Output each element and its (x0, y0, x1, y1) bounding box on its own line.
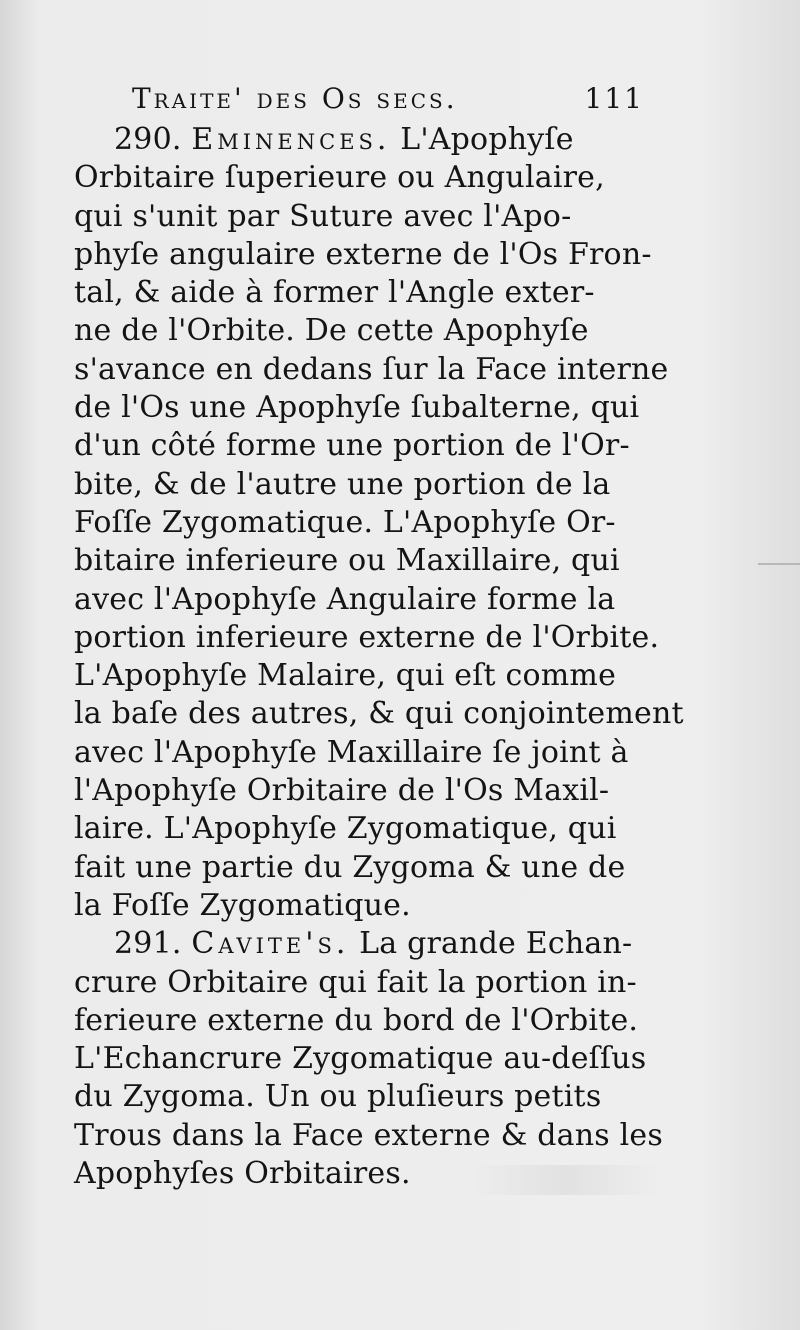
text-line: laire. L'Apophyſe Zygomatique, qui (74, 811, 617, 847)
text-line: bitaire inferieure ou Maxillaire, qui (74, 543, 620, 579)
running-head-title: Traite' des Os secs. (132, 82, 458, 115)
text-line: crure Orbitaire qui fait la portion in- (74, 964, 637, 1000)
text-line: de l'Os une Apophyſe ſubalterne, qui (74, 390, 640, 426)
text-line: L'Echancrure Zygomatique au-deſſus (74, 1041, 647, 1077)
text-line: la Foſſe Zygomatique. (74, 887, 411, 923)
text-line: l'Apophyſe Orbitaire de l'Os Maxil- (74, 773, 610, 809)
text-line: phyſe angulaire externe de l'Os Fron- (74, 236, 652, 272)
text-line: s'avance en dedans ſur la Face interne (74, 351, 669, 387)
text-line: ferieure externe du bord de l'Orbite. (74, 1002, 639, 1038)
text-line: Orbitaire ſuperieure ou Angulaire, (74, 160, 605, 196)
page-number: 111 (584, 82, 644, 115)
text-line: avec l'Apophyſe Maxillaire ſe joint à (74, 734, 629, 770)
text-line: Trous dans la Face externe & dans les (74, 1117, 663, 1153)
running-head (74, 80, 644, 118)
text-line: fait une partie du Zygoma & une de (74, 849, 626, 885)
section-number: 290. (114, 122, 182, 157)
section-291-first-line (74, 925, 644, 963)
section-290-first-line (74, 121, 644, 159)
text-line: ne de l'Orbite. De cette Apophyſe (74, 313, 589, 349)
text-line: qui s'unit par Suture avec l'Apo- (74, 198, 572, 234)
margin-mark (758, 563, 800, 565)
text-line: Foſſe Zygomatique. L'Apophyſe Or- (74, 504, 616, 540)
text-line: d'un côté forme une portion de l'Or- (74, 428, 630, 464)
text-line: la baſe des autres, & qui conjointement (74, 696, 684, 732)
section-heading: Eminences. (191, 122, 391, 157)
page-text (74, 80, 684, 1193)
text-line: portion inferieure externe de l'Orbite. (74, 619, 660, 655)
text-line: L'Apophyſe (400, 122, 574, 157)
section-number: 291. (114, 926, 182, 962)
text-line: du Zygoma. Un ou pluſieurs petits (74, 1079, 602, 1115)
text-line: tal, & aide à former l'Angle exter- (74, 275, 595, 311)
text-line: Apophyſes Orbitaires. (74, 1156, 411, 1192)
text-line: bite, & de l'autre une portion de la (74, 466, 611, 502)
text-line: L'Apophyſe Malaire, qui eſt comme (74, 658, 617, 694)
text-line: avec l'Apophyſe Angulaire forme la (74, 581, 616, 617)
section-heading: Cavite's. (191, 926, 350, 962)
text-line: La grande Echan- (359, 926, 633, 962)
